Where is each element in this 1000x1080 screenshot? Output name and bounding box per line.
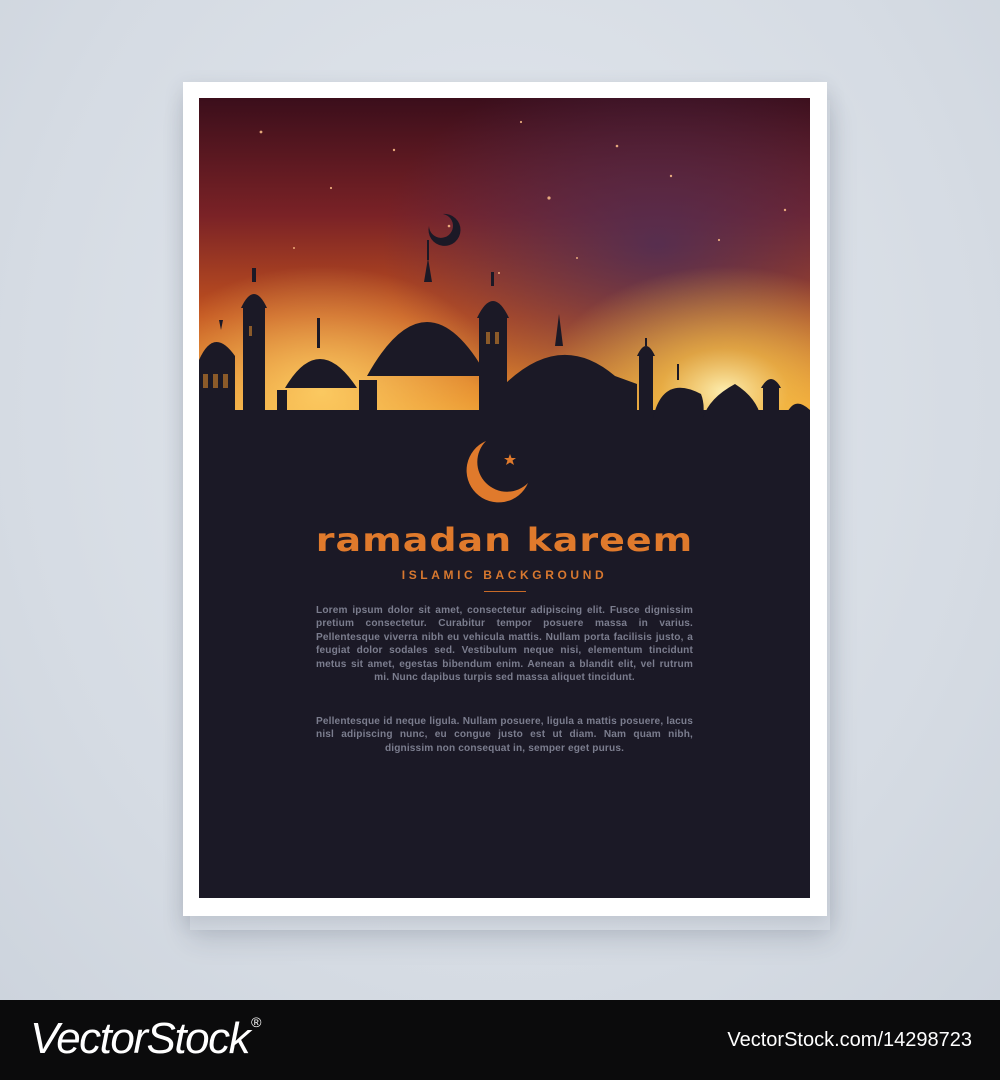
body-paragraph-2: Pellentesque id neque ligula. Nullam posuere, ligula a mattis posuere, lacus nisl adipiscing nunc, eu congue justo est ut diam. Nam quam nibh, dignissim non consequat in, semper eget purus. [316,716,693,754]
brand-name: VectorStock [30,1014,250,1063]
watermark-bar [0,1000,1000,1080]
brand-logo [30,1014,260,1064]
body-paragraph-1: Lorem ipsum dolor sit amet, consectetur adipiscing elit. Fusce dignissim pretium consectetur. Curabitur tempor posuere massa in varius. Pellentesque viverra nibh eu vehicula mattis. Nullam porta facilisis justo, a feugiat dolor sodales sed. Vestibulum neque nisi, elementum tincidunt metus sit amet, egestas bibendum enim. Aenean a blandit elit, vel rutrum mi. Nunc dapibus turpis sed massa aliquet tincidunt. [316,605,693,684]
mosque-skyline-icon [199,98,810,518]
flyer-frame [183,82,827,916]
poster [199,98,810,898]
page-title: ramadan kareem [315,521,694,559]
subtitle: ISLAMIC BACKGROUND [401,568,608,582]
registered-mark: ® [251,1014,260,1030]
image-id: VectorStock.com/14298723 [727,1029,972,1051]
subtitle-divider [484,591,526,592]
